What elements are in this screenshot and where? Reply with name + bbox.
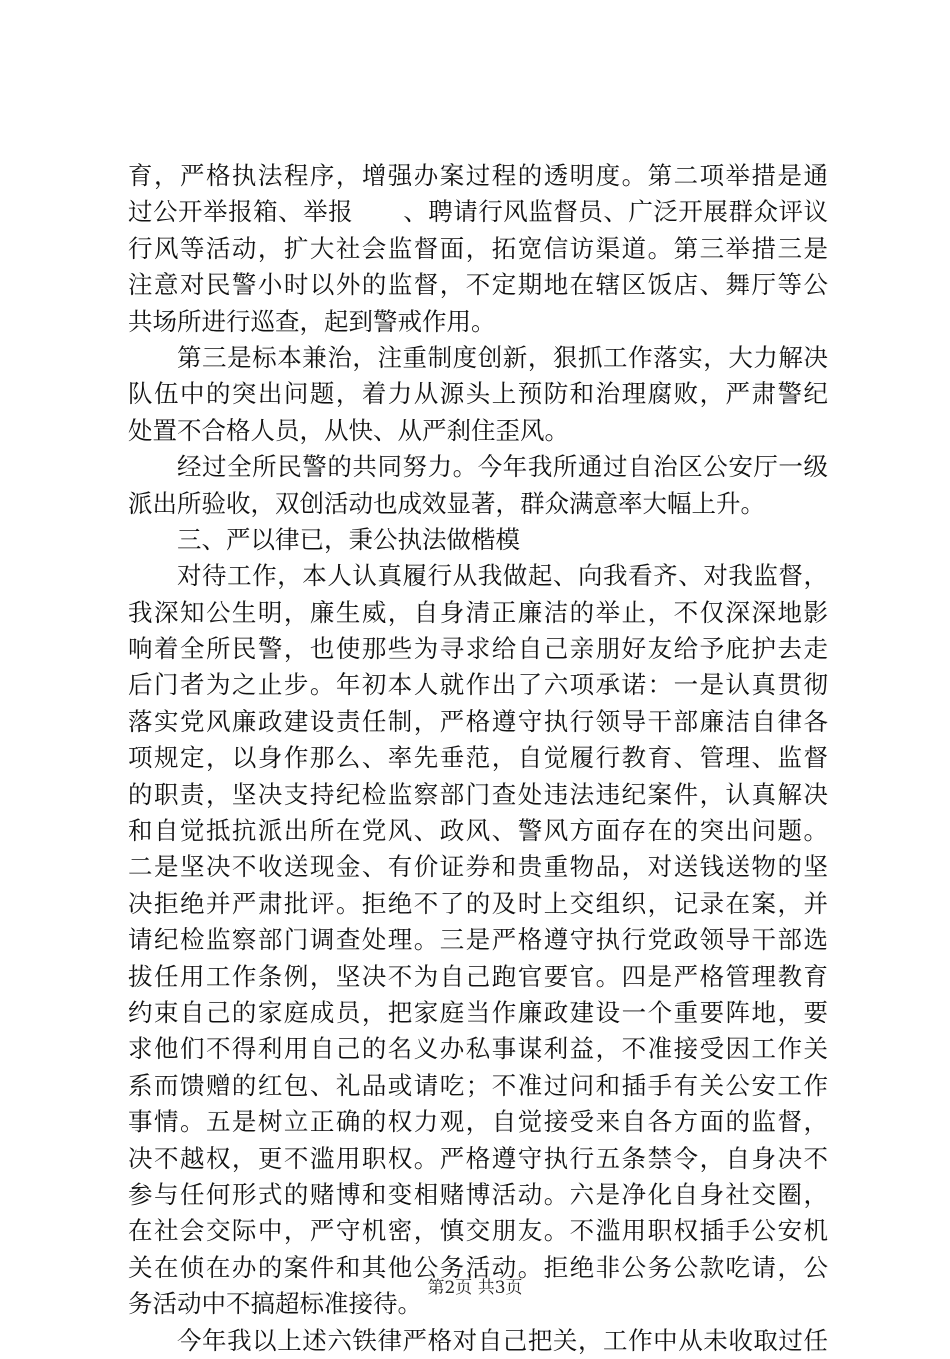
- text-line: 在社会交际中，严守机密，慎交朋友。不滥用职权插手公安机: [128, 1216, 828, 1246]
- text-line: 拔任用工作条例，坚决不为自己跑官要官。四是严格管理教育: [128, 961, 828, 991]
- text-line: 响着全所民警，也使那些为寻求给自己亲朋好友给予庇护去走: [128, 634, 828, 664]
- text-line: 务活动中不搞超标准接待。: [128, 1289, 422, 1319]
- text-line: 关在侦在办的案件和其他公务活动。拒绝非公务公款吃请，公: [128, 1252, 828, 1282]
- text-line: 和自觉抵抗派出所在党风、政风、警风方面存在的突出问题。: [128, 816, 828, 846]
- text-line: 我深知公生明，廉生威，自身清正廉洁的举止，不仅深深地影: [128, 597, 828, 627]
- text-line: 后门者为之止步。年初本人就作出了六项承诺：一是认真贯彻: [128, 670, 828, 700]
- text-line: 经过全所民警的共同努力。今年我所通过自治区公安厅一级: [177, 452, 828, 482]
- text-line: 过公开举报箱、举报 、聘请行风监督员、广泛开展群众评议: [128, 197, 828, 227]
- text-line: 行风等活动，扩大社会监督面，拓宽信访渠道。第三举措三是: [128, 233, 828, 263]
- text-line: 今年我以上述六铁律严格对自己把关，工作中从未收取过任: [177, 1325, 828, 1355]
- text-line: 项规定，以身作那么、率先垂范，自觉履行教育、管理、监督: [128, 743, 828, 773]
- body-text: [128, 158, 828, 1359]
- text-line: 二是坚决不收送现金、有价证券和贵重物品，对送钱送物的坚: [128, 852, 828, 882]
- text-line: 三、严以律已，秉公执法做楷模: [177, 524, 520, 554]
- text-line: 共场所进行巡查，起到警戒作用。: [128, 306, 496, 336]
- text-line: 求他们不得利用自己的名义办私事谋利益，不准接受因工作关: [128, 1034, 828, 1064]
- text-line: 第三是标本兼治，注重制度创新，狠抓工作落实，大力解决: [177, 342, 828, 372]
- text-line: 对待工作，本人认真履行从我做起、向我看齐、对我监督，: [177, 561, 828, 591]
- text-line: 约束自己的家庭成员，把家庭当作廉政建设一个重要阵地，要: [128, 997, 828, 1027]
- text-line: 育，严格执法程序，增强办案过程的透明度。第二项举措是通: [128, 161, 828, 190]
- text-line: 派出所验收，双创活动也成效显著，群众满意率大幅上升。: [128, 488, 765, 518]
- text-line: 的职责，坚决支持纪检监察部门查处违法违纪案件，认真解决: [128, 779, 828, 809]
- page-footer: 第2页 共3页: [427, 1278, 523, 1298]
- text-line: 系而馈赠的红包、礼品或请吃；不准过问和插手有关公安工作: [128, 1070, 828, 1100]
- text-line: 事情。五是树立正确的权力观，自觉接受来自各方面的监督，: [128, 1107, 828, 1137]
- text-line: 参与任何形式的赌博和变相赌博活动。六是净化自身社交圈，: [128, 1179, 828, 1209]
- text-line: 请纪检监察部门调查处理。三是严格遵守执行党政领导干部选: [128, 925, 828, 955]
- text-line: 队伍中的突出问题，着力从源头上预防和治理腐败，严肃警纪: [128, 379, 828, 409]
- text-line: 决不越权，更不滥用职权。严格遵守执行五条禁令，自身决不: [128, 1143, 828, 1173]
- text-line: 落实党风廉政建设责任制，严格遵守执行领导干部廉洁自律各: [128, 706, 828, 736]
- text-line: 处置不合格人员，从快、从严刹住歪风。: [128, 415, 569, 445]
- text-line: 决拒绝并严肃批评。拒绝不了的及时上交组织，记录在案，并: [128, 888, 828, 918]
- text-line: 注意对民警小时以外的监督，不定期地在辖区饭店、舞厅等公: [128, 270, 828, 300]
